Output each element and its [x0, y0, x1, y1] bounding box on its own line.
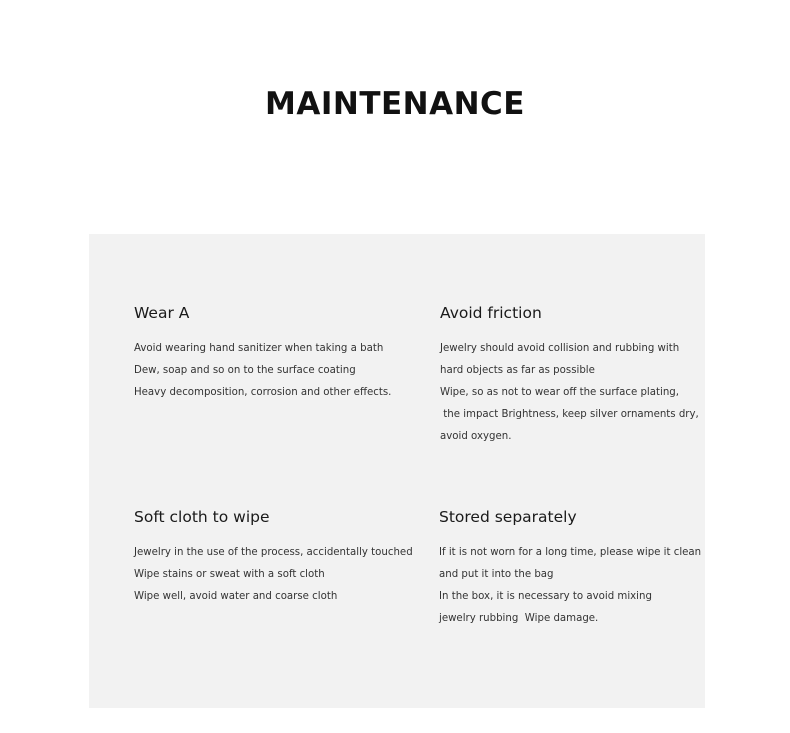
care-card-friction — [440, 302, 699, 448]
card-text-line: the impact Brightness, keep silver ornaments dry, — [440, 409, 699, 420]
card-text-line: Wipe well, avoid water and coarse cloth — [134, 591, 338, 602]
card-text-line: avoid oxygen. — [440, 431, 512, 442]
card-text-line: Dew, soap and so on to the surface coating — [134, 365, 356, 376]
card-title: Wear A — [134, 304, 190, 322]
care-card-storage — [439, 506, 701, 630]
card-text-line: Avoid wearing hand sanitizer when taking a bath — [134, 343, 384, 354]
card-text-line: If it is not worn for a long time, please wipe it clean — [439, 547, 702, 558]
card-text-line: In the box, it is necessary to avoid mixing — [439, 591, 652, 602]
card-title: Stored separately — [439, 508, 577, 526]
card-text-line: Jewelry in the use of the process, accidentally touched — [134, 547, 413, 558]
card-text-line: Jewelry should avoid collision and rubbing with — [440, 343, 680, 354]
page-title: MAINTENANCE — [265, 86, 525, 122]
card-text-line: Heavy decomposition, corrosion and other effects. — [134, 387, 392, 398]
card-text-line: hard objects as far as possible — [440, 365, 595, 376]
card-title: Soft cloth to wipe — [134, 508, 270, 526]
care-card-wear — [134, 302, 391, 404]
care-card-wipe — [134, 506, 413, 608]
card-text-line: and put it into the bag — [439, 569, 554, 580]
card-text-line: Wipe, so as not to wear off the surface plating, — [440, 387, 679, 398]
card-text-line: jewelry rubbing Wipe damage. — [439, 613, 599, 624]
card-title: Avoid friction — [440, 304, 542, 322]
maintenance-panel — [89, 234, 705, 708]
card-text-line: Wipe stains or sweat with a soft cloth — [134, 569, 325, 580]
